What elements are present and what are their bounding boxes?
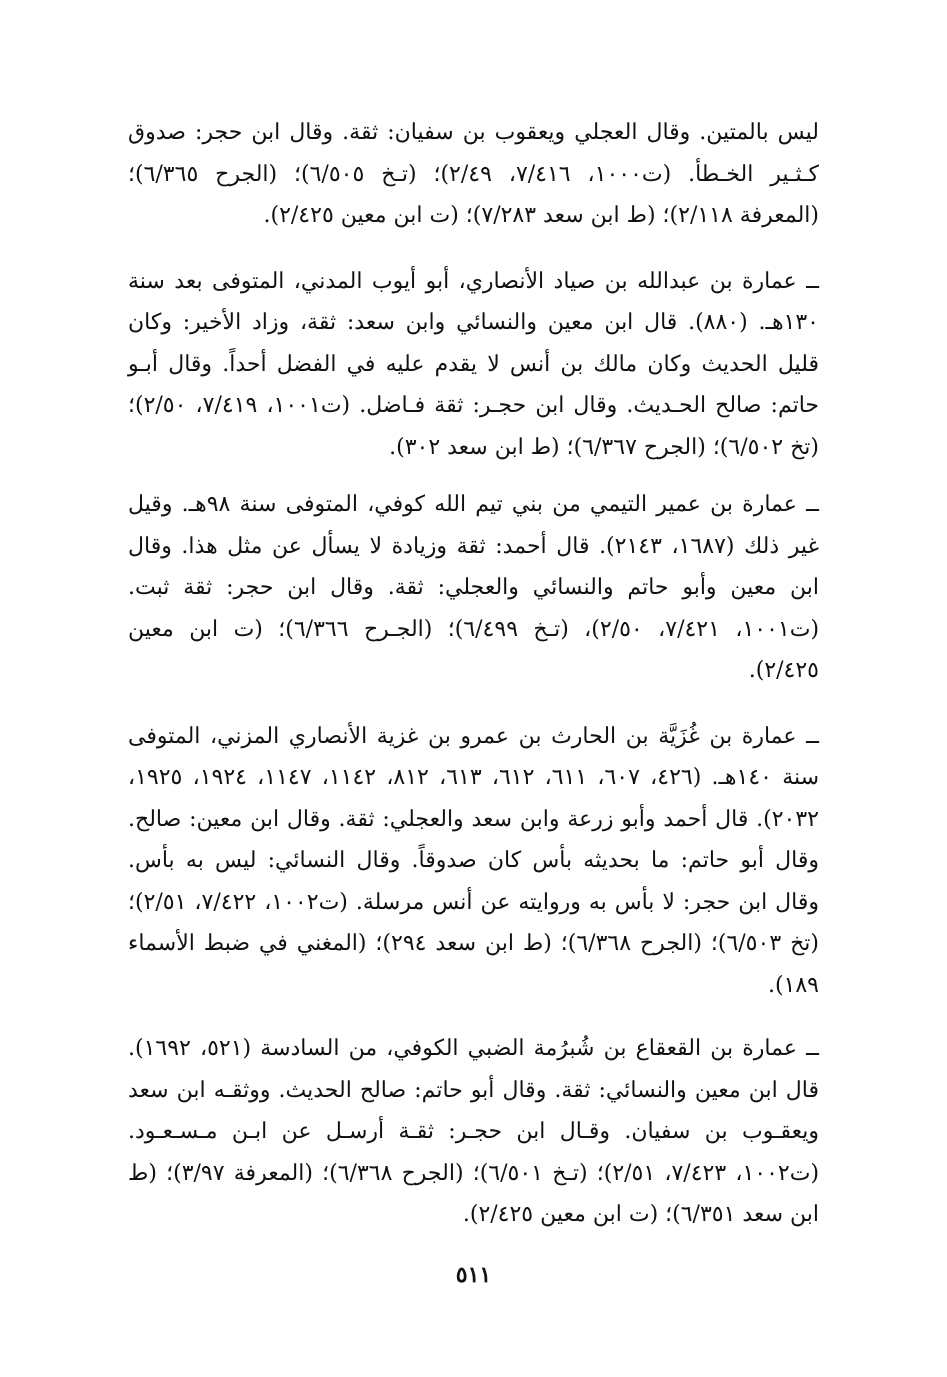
paragraph-continuation: ليس بالمتين. وقال العجلي ويعقوب بن سفيان: ثقة. وقال ابن حجر: صدوق كـثـير الخـطأ. (ت١٠٠٠، ٧/٤١٦، ٢/٤٩)؛ (تـخ ٦/٥٠٥)؛ (الجرح ٦/٣٦٥)؛ (المعرفة ٢/١١٨)؛ (ط ابن سعد ٧/٢٨٣)؛ (ت ابن معين ٢/٤٢٥). xyxy=(128,120,820,228)
paragraph-entry-ammara-ibn-umair: ــ عمارة بن عمير التيمي من بني تيم الله كوفي، المتوفى سنة ٩٨هـ. وقيل غير ذلك (١٦٨٧، ٢١٤٣). قال أحمد: ثقة وزيادة لا يسأل عن مثل هذا. وقال ابن معين وأبو حاتم والنسائي والعجلي: ثقة. وقال ابن حجر: ثقة ثبت. (ت١٠٠١، ٧/٤٢١، ٢/٥٠)، (تـخ ٦/٤٩٩)؛ (الجـرح ٦/٣٦٦)؛ (ت ابن معين ٢/٤٢٥). xyxy=(128,492,820,683)
paragraph-entry-ammara-ibn-alqaqa: ــ عمارة بن القعقاع بن شُبرُمة الضبي الكوفي، من السادسة (٥٢١، ١٦٩٢). قال ابن معين والنسائي: ثقة. وقال أبو حاتم: صالح الحديث. ووثقـه ابن سعد ويعقـوب بن سفيان. وقـال ابن حجـر: ثقـة أرسـل عن ابـن مـسـعـود. (ت١٠٠٢، ٧/٤٢٣، ٢/٥١)؛ (تـخ ٦/٥٠١)؛ (الجرح ٦/٣٦٨)؛ (المعرفة ٣/٩٧)؛ (ط ابن سعد ٦/٣٥١)؛ (ت ابن معين ٢/٤٢٥). xyxy=(128,1036,820,1227)
page-number: ٥١١ xyxy=(455,1262,492,1288)
body-text xyxy=(128,112,819,1236)
paragraph-entry-ammara-ibn-abdullah: ــ عمارة بن عبدالله بن صياد الأنصاري، أبو أيوب المدني، المتوفى بعد سنة ١٣٠هـ. (٨٨٠). قال ابن معين والنسائي وابن سعد: ثقة، وزاد الأخير: وكان قليل الحديث وكان مالك بن أنس لا يقدم عليه في الفضل أحداً. وقال أبـو حاتم: صالح الحـديث. وقال ابن حجـر: ثقة فـاضل. (ت١٠٠١، ٧/٤١٩، ٢/٥٠)؛ (تخ ٦/٥٠٢)؛ (الجرح ٦/٣٦٧)؛ (ط ابن سعد ٣٠٢). xyxy=(128,268,820,460)
paragraph-entry-ammara-ibn-ghaziyya: ــ عمارة بن غُزَيَّة بن الحارث بن عمرو بن غزية الأنصاري المزني، المتوفى سنة ١٤٠هـ. (٤٢٦، ٦٠٧، ٦١١، ٦١٢، ٦١٣، ٨١٢، ١١٤٢، ١١٤٧، ١٩٢٤، ١٩٢٥، ٢٠٣٢). قال أحمد وأبو زرعة وابن سعد والعجلي: ثقة. وقال ابن معين: صالح. وقال أبو حاتم: ما بحديثه بأس كان صدوقاً. وقال النسائي: ليس به بأس. وقال ابن حجر: لا بأس به وروايته عن أنس مرسلة. (ت١٠٠٢، ٧/٤٢٢، ٢/٥١)؛ (تخ ٦/٥٠٣)؛ (الجرح ٦/٣٦٨)؛ (ط ابن سعد ٢٩٤)؛ (المغني في ضبط الأسماء ١٨٩). xyxy=(128,723,820,998)
